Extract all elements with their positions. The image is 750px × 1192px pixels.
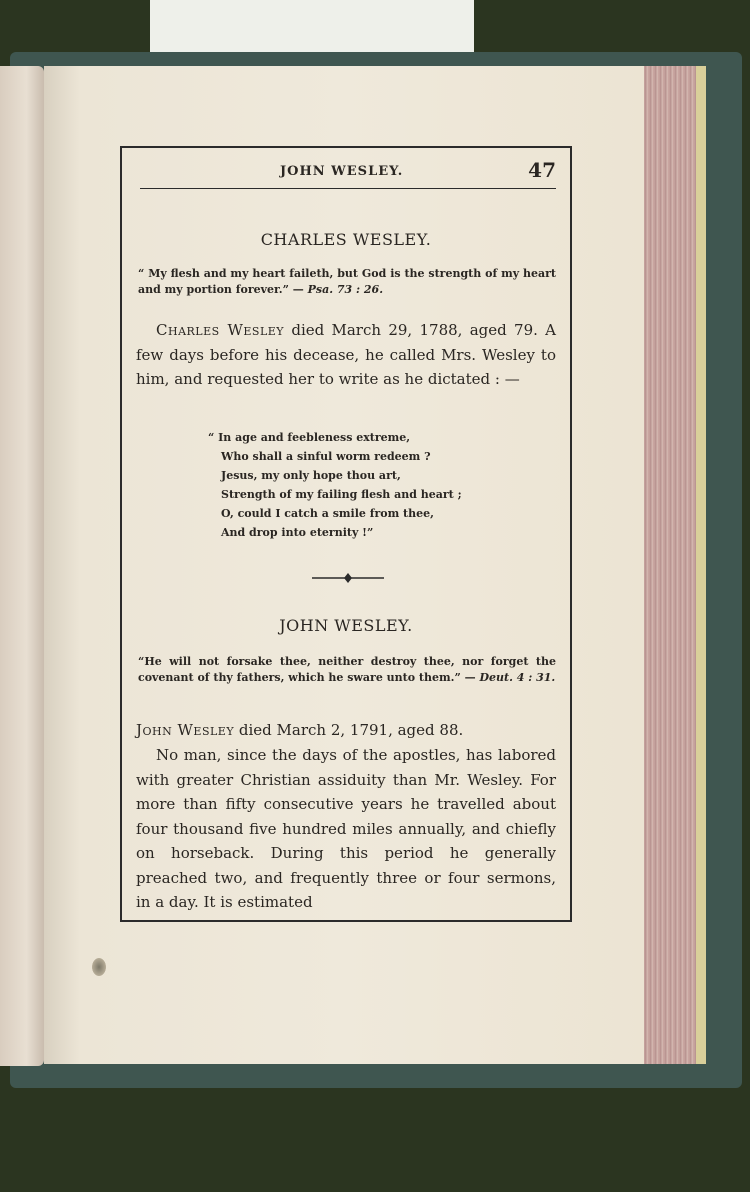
page-stain xyxy=(92,958,106,976)
verse-line: “ In age and feebleness extreme, xyxy=(208,431,411,444)
paragraph-text: died March 2, 1791, aged 88. xyxy=(234,721,464,739)
running-head-title: JOHN WESLEY. xyxy=(280,164,404,179)
section-divider-ornament xyxy=(312,573,384,583)
page-number: 47 xyxy=(528,158,556,182)
running-head xyxy=(140,158,556,189)
verse-line: Jesus, my only hope thou art, xyxy=(221,469,401,482)
paragraph-charles-wesley xyxy=(136,318,556,392)
verse-line: And drop into eternity !” xyxy=(221,526,374,539)
paragraph-john-wesley-death xyxy=(136,718,556,743)
verse-line: O, could I catch a smile from thee, xyxy=(221,507,434,520)
section-title-john-wesley: JOHN WESLEY. xyxy=(279,616,413,635)
lead-name: Charles Wesley xyxy=(156,321,285,339)
section-title-charles-wesley: CHARLES WESLEY. xyxy=(260,230,432,249)
text-frame xyxy=(120,146,572,922)
left-page-edge xyxy=(0,66,44,1066)
epigraph-deuteronomy xyxy=(138,654,556,686)
epigraph-reference: Deut. 4 : 31. xyxy=(479,671,556,684)
verse-line: Strength of my failing flesh and heart ; xyxy=(221,488,462,501)
verse-line: Who shall a sinful worm redeem ? xyxy=(221,450,431,463)
page-edges xyxy=(644,66,706,1064)
hymn-verse xyxy=(208,428,550,542)
epigraph-reference: Psa. 73 : 26. xyxy=(307,283,384,296)
paragraph-text: No man, since the days of the apostles, has labored with greater Christian assiduity than Mr. Wesley. For more than fifty consecutive years he travelled about four thousand five hundred miles annually, and chiefly on horseback. During this period he generally preached two, and frequently three or four sermons, in a day. It is estimated xyxy=(136,746,556,911)
lead-name: John Wesley xyxy=(136,721,235,739)
epigraph-text: “He will not forsake thee, neither destroy thee, nor forget the covenant of thy fathers, which he sware unto them.” — xyxy=(138,655,556,684)
paragraph-john-wesley-labors xyxy=(136,743,556,915)
epigraph-text: “ My flesh and my heart faileth, but God is the strength of my heart and my portion forever.” — xyxy=(138,267,556,296)
paragraph-text: died March 29, 1788, aged 79. A few days before his decease, he called Mrs. Wesley to him, and requested her to write as he dictated : — xyxy=(136,321,557,388)
epigraph-psalm xyxy=(138,266,556,298)
